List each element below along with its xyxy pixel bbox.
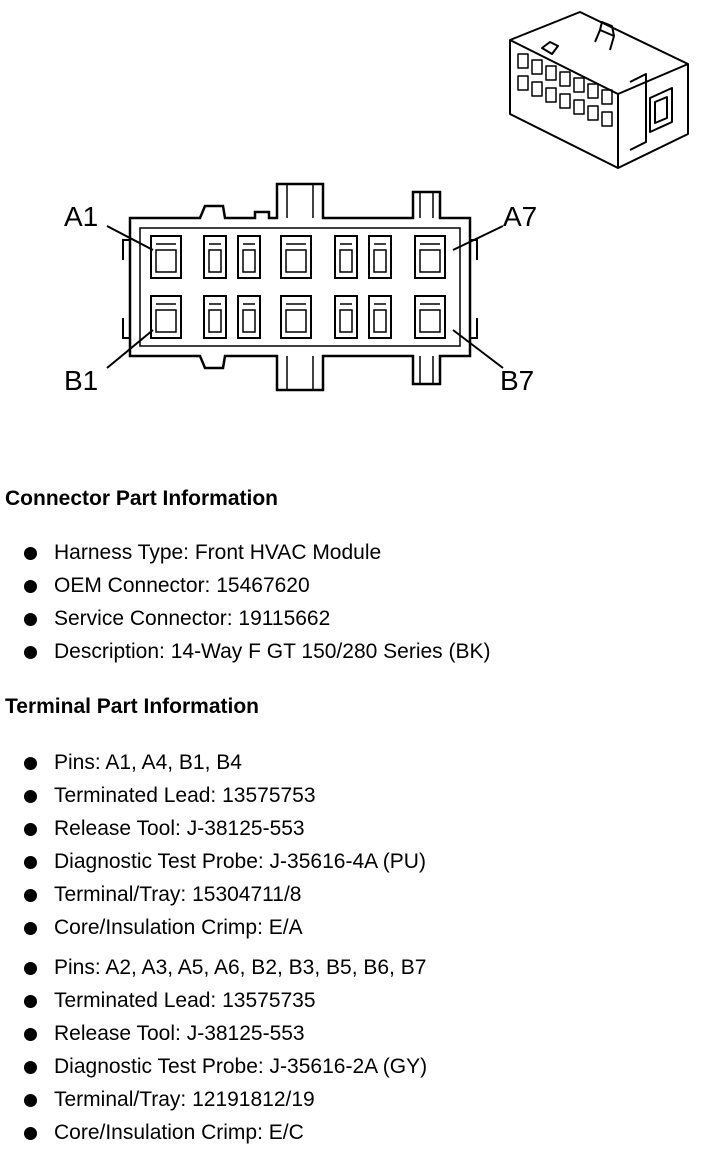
list-item-text: Core/Insulation Crimp: E/A: [54, 916, 303, 939]
terminal-part-info-heading: Terminal Part Information: [5, 695, 259, 718]
row-b-cavity-5: [335, 296, 357, 338]
row-a-cavity-1: [151, 236, 181, 278]
pin-label-b7: B7: [500, 365, 535, 396]
list-item-text: Terminal/Tray: 15304711/8: [54, 883, 302, 906]
list-item-text: Terminal/Tray: 12191812/19: [54, 1088, 315, 1111]
bullet-icon: [24, 1127, 37, 1140]
bullet-icon: [24, 790, 37, 803]
bullet-icon: [24, 962, 37, 975]
bullet-icon: [24, 856, 37, 869]
connector-isometric-icon: [500, 2, 696, 174]
bullet-icon: [24, 1094, 37, 1107]
connector-face-icon: [55, 178, 555, 400]
list-item-text: Release Tool: J-38125-553: [54, 817, 305, 840]
row-a-cavity-6: [369, 236, 391, 278]
list-item-text: Release Tool: J-38125-553: [54, 1022, 305, 1045]
row-b-cavity-6: [369, 296, 391, 338]
row-b-cavity-3: [238, 296, 260, 338]
bullet-icon: [24, 1061, 37, 1074]
row-a-cavity-2: [204, 236, 226, 278]
row-a-cavity-3: [238, 236, 260, 278]
row-a-cavity-7: [415, 236, 445, 278]
bullet-icon: [24, 646, 37, 659]
list-item-text: Pins: A1, A4, B1, B4: [54, 751, 242, 774]
bullet-icon: [24, 889, 37, 902]
row-b-cavity-4: [281, 296, 311, 338]
list-item-text: Harness Type: Front HVAC Module: [54, 541, 382, 564]
row-b-cavity-1: [151, 296, 181, 338]
bullet-icon: [24, 613, 37, 626]
list-item-text: OEM Connector: 15467620: [54, 574, 310, 597]
pin-label-a1: A1: [64, 201, 99, 232]
bullet-icon: [24, 1028, 37, 1041]
bullet-icon: [24, 922, 37, 935]
list-item-text: Description: 14-Way F GT 150/280 Series (BK): [54, 640, 491, 663]
bullet-icon: [24, 580, 37, 593]
bullet-icon: [24, 823, 37, 836]
list-item-text: Diagnostic Test Probe: J-35616-4A (PU): [54, 850, 426, 873]
row-b-cavity-7: [415, 296, 445, 338]
bullet-icon: [24, 995, 37, 1008]
list-item-text: Terminated Lead: 13575753: [54, 784, 316, 807]
pin-label-a7: A7: [503, 201, 538, 232]
list-item-text: Terminated Lead: 13575735: [54, 989, 316, 1012]
bullet-icon: [24, 757, 37, 770]
list-item-text: Core/Insulation Crimp: E/C: [54, 1121, 304, 1144]
bullet-icon: [24, 547, 37, 560]
row-a-cavity-5: [335, 236, 357, 278]
row-a-cavity-4: [281, 236, 311, 278]
list-item-text: Diagnostic Test Probe: J-35616-2A (GY): [54, 1055, 428, 1078]
list-item-text: Pins: A2, A3, A5, A6, B2, B3, B5, B6, B7: [54, 956, 427, 979]
pin-label-b1: B1: [64, 365, 99, 396]
connector-part-info-heading: Connector Part Information: [5, 487, 279, 510]
list-item-text: Service Connector: 19115662: [54, 607, 331, 630]
row-b-cavity-2: [204, 296, 226, 338]
